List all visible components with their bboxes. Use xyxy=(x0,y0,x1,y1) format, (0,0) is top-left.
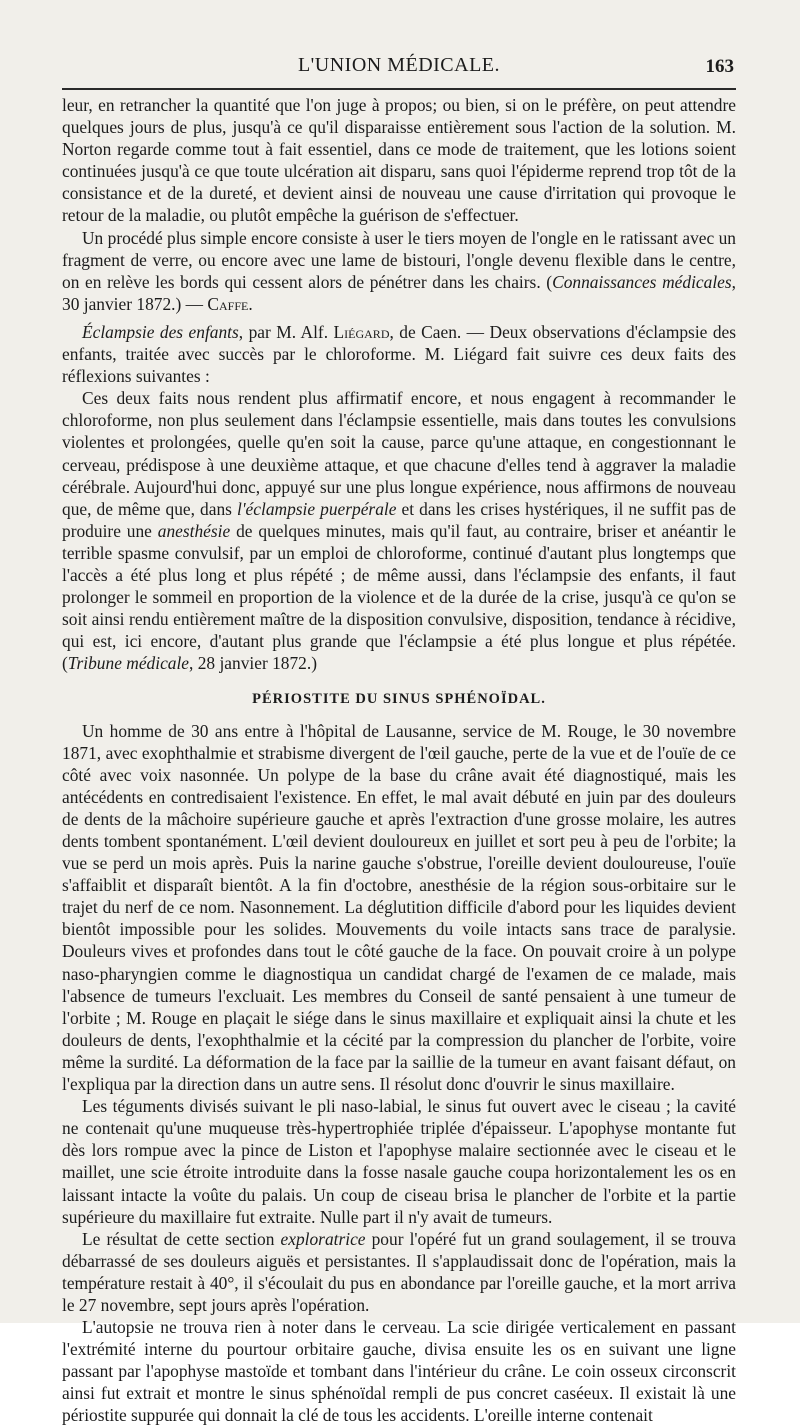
section-heading: PÉRIOSTITE DU SINUS SPHÉNOÏDAL. xyxy=(252,691,546,708)
paragraph-autopsy: L'autopsie ne trouva rien à noter dans le cerveau. La scie dirigée verticalement en passant l'extrémité interne du pourtour orbitaire gauche, divisa ensuite les os en suivant une ligne passant par l'apophyse mastoïde et tombant dans l'intérieur du crâne. Le coin osseux circonscrit ainsi fut extrait et montre le sinus sphénoïdal rempli de pus concret caséeux. Il existait là une périostite suppurée qui donnait la clé de tous les accidents. L'oreille interne contenait xyxy=(62,1317,736,1426)
source-title: Tribune médicale xyxy=(67,653,190,674)
paragraph-text: et dans les crises hystériques, il ne suffit pas de produire une xyxy=(62,498,736,541)
page-number: 163 xyxy=(705,56,734,77)
paragraph-text: de quelques minutes, mais qu'il faut, au contraire, briser et anéantir le terrible spasme convulsif, par un emploi de chloroforme, continué d'autant plus longtemps que l'accès a été plus long et plus répété ; de même aussi, dans l'éclampsie des enfants, il faut prolonger le sommeil en proportion de la violence et de la durée de la crise, jusqu'à ce qu'on se soit ainsi rendu entièrement maître de la disposition convulsive, disposition, tendance à récidive, qui est, ici encore, d'autant plus grande que l'éclampsie a été plus longue et plus répétée. ( xyxy=(62,520,736,674)
article-title: Éclampsie des enfants xyxy=(82,321,239,342)
paragraph-text: Le résultat de cette section xyxy=(82,1228,281,1249)
running-title: L'UNION MÉDICALE. xyxy=(297,54,501,76)
paragraph-norton: leur, en retrancher la quantité que l'on juge à propos; ou bien, si on le préfère, on peut attendre quelques jours de plus, jusqu'à ce qu'il disparaisse entièrement sous l'action de la solution. M. Norton regarde comme tout à fait essentiel, dans ce mode de traitement, que les lotions soient continuées jusqu'à ce que toute ulcération ait disparu, sans quoi l'épiderme reprend trop tôt de la consistance et de la dureté, et devient ainsi de nouveau une cause d'irritation qui provoque le retour de la maladie, ou plutôt empêche la guérison de s'effectuer. xyxy=(62,95,736,226)
byline-prefix: , par M. Alf. xyxy=(238,321,334,342)
paragraph-result xyxy=(62,1228,736,1316)
author-name: Liégard xyxy=(333,321,390,342)
emphasis-text: exploratrice xyxy=(280,1228,366,1249)
emphasis-text: l'éclampsie puerpérale xyxy=(237,498,397,519)
paragraph-text: , de Caen. — Deux observations d'éclampsie des enfants, traitée avec succès par le chloroforme. M. Liégard fait suivre ces deux faits des réflexions suivantes : xyxy=(62,321,737,387)
source-date: , 30 janvier 1872.) — xyxy=(62,271,736,314)
paragraph-operation: Les téguments divisés suivant le pli naso-labial, le sinus fut ouvert avec le ciseau ; la cavité ne contenait qu'une muqueuse très-hypertrophiée triplée d'épaisseur. L'apophyse montante fut dès lors rompue avec la pince de Liston et l'apophyse malaire sectionnée avec le ciseau et le maillet, une scie étroite introduite dans la fosse nasale gauche coupa horizontalement les os en laissant intacte la voûte du palais. Un coup de ciseau brisa le plancher de l'orbite et la partie supérieure du maxillaire fut extraite. Nulle part il n'y avait de tumeurs. xyxy=(62,1096,736,1227)
emphasis-text: anesthésie xyxy=(157,520,231,541)
article-body xyxy=(62,94,736,1427)
paragraph-case-history: Un homme de 30 ans entre à l'hôpital de Lausanne, service de M. Rouge, le 30 novembre 1871, avec exophthalmie et strabisme divergent de l'œil gauche, perte de la vue et de l'ouïe de ce côté avec voix nasonnée. Un polype de la base du crâne avait été diagnostiqué, mais les antécédents en contredisaient l'existence. En effet, le mal avait débuté en juin par des douleurs de dents de la mâchoire supérieure gauche et après l'extraction d'une grosse molaire, les autres dents tombent spontanément. L'œil devient douloureux en juillet et sort peu à peu de l'orbite; la vue se perd un mois après. Puis la narine gauche s'obstrue, l'oreille devient douloureuse, l'ouïe s'affaiblit et disparaît bientôt. A la fin d'octobre, anesthésie de la région sous-orbitaire sur le trajet du nerf de ce nom. Nasonnement. La déglutition difficile d'abord pour les liquides devient bientôt impossible pour les solides. Mouvements du voile intacts sans trace de paralysie. Douleurs vives et profondes dans tout le côté gauche de la face. On pouvait croire à un polype naso-pharyngien comme le diagnostiqua un candidat chargé de l'examen de ce malade, mais l'absence de tumeurs l'excluait. Les membres du Conseil de santé pensaient à une tumeur de l'orbite ; M. Rouge en plaçait le siége dans le sinus maxillaire et expliquait ainsi la chute et les douleurs de dents, l'exophthalmie et la cécité par la compression du plancher de l'orbite, voire même la surdité. La déformation de la face par la saillie de la tumeur en avant faisant défaut, on l'expliqua par la direction dans un autre sens. Il résolut donc d'ouvrir le sinus maxillaire. xyxy=(62,720,736,1095)
paragraph-eclampsie-intro xyxy=(62,321,736,387)
paragraph-text: pour l'opéré fut un grand soulagement, il se trouva débarrassé de ses douleurs aiguës et persistantes. Il s'applaudissait donc de l'opération, mais la température restait à 40°, il s'écoulait du pus en abondance par l'oreille gauche, et la mort arriva le 27 novembre, sept jours après l'opération. xyxy=(62,1228,736,1315)
paragraph-text: Un procédé plus simple encore consiste à user le tiers moyen de l'ongle en le ratissant avec un fragment de verre, ou encore avec une lame de bistouri, l'ongle devenu flexible dans le centre, on en relève les bords qui cessent alors de pénétrer dans les chairs. ( xyxy=(62,227,736,292)
source-date: , 28 janvier 1872.) xyxy=(189,653,318,674)
paragraph-text: Ces deux faits nous rendent plus affirmatif encore, et nous engagent à recommander le chloroforme, non plus seulement dans l'éclampsie essentielle, mais dans toutes les convulsions violentes et prolongées, quelle qu'en soit la cause, parce qu'une attaque, en congestionnant le cerveau, prédispose à une deuxième attaque, et que chacune d'elles tend à aggraver la maladie cérébrale. Aujourd'hui donc, appuyé sur une plus longue expérience, nous affirmons de nouveau que, de même que, dans xyxy=(62,388,736,519)
source-title: Connaissances médicales xyxy=(552,271,732,292)
paragraph-eclampsie-reflexions xyxy=(62,387,736,674)
paragraph-ongle xyxy=(62,227,736,315)
author-name: Caffe. xyxy=(207,293,253,314)
page-header xyxy=(62,52,736,84)
header-rule xyxy=(62,88,736,90)
